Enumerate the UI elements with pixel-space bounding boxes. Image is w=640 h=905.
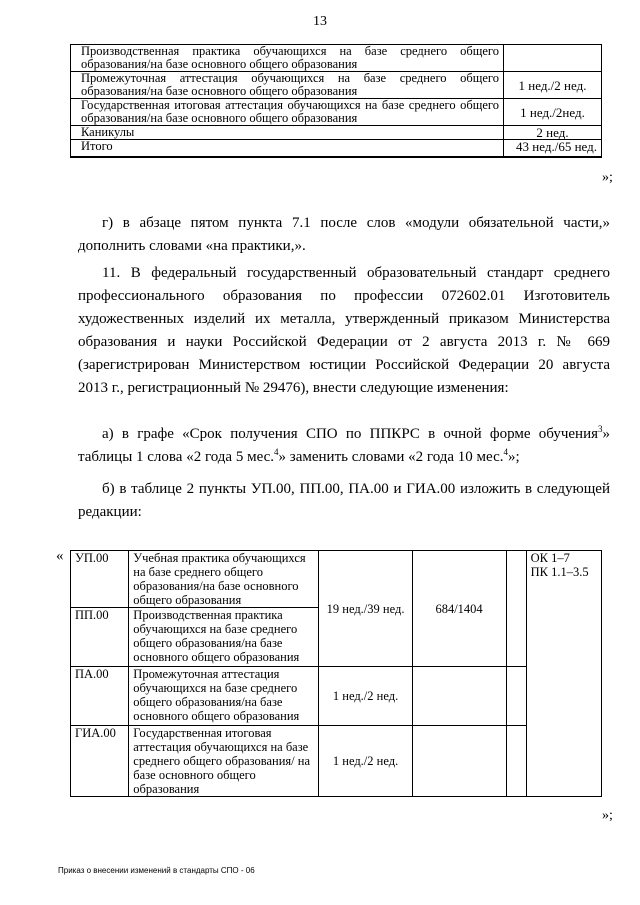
row-code: ГИА.00 <box>71 726 129 797</box>
weeks-cell: 1 нед./2 нед. <box>319 726 412 797</box>
paragraph-b: б) в таблице 2 пункты УП.00, ПП.00, ПА.00 и ГИА.00 изложить в следующей редакции: <box>78 481 610 520</box>
opening-quote: « <box>56 548 64 564</box>
row-value <box>504 45 602 72</box>
text-fragment: » таблицы 1 слова «2 года 5 мес. <box>78 426 610 465</box>
table-row <box>71 726 602 797</box>
footnote-ref: 4 <box>274 447 279 457</box>
curriculum-table <box>70 550 602 797</box>
paragraph-11: 11. В федеральный государственный образовательный стандарт среднего профессионального образования по профессии 072602.01 Изготовитель художественных изделий их металла, утвержденный приказом Министерства образования и науки Российской Федерации от 2 августа 2013 г. № 669 (зарегистрирован Министерством юстиции Российской Федерации 20 августа 2013 г., регистрационный № 29476), внести следующие изменения: <box>78 265 610 396</box>
competency-line: ОК 1–7 <box>530 551 570 565</box>
row-code: УП.00 <box>71 551 129 608</box>
closing-quote: »; <box>602 808 613 823</box>
row-value: 1 нед./2 нед. <box>504 72 602 99</box>
competency-line: ПК 1.1–3.5 <box>530 565 589 579</box>
empty-cell <box>506 667 526 726</box>
table-row <box>71 551 602 608</box>
hours-cell: 684/1404 <box>412 551 506 667</box>
page-number: 13 <box>313 14 327 29</box>
row-name: Каникулы <box>71 126 504 140</box>
row-name: Промежуточная аттестация обучающихся на базе среднего общего образования/на базе основного общего образования <box>129 667 319 726</box>
hours-cell <box>412 667 506 726</box>
paragraph-g: г) в абзаце пятом пункта 7.1 после слов «модули обязательной части,» дополнить словами «на практики,». <box>78 215 610 254</box>
row-name: Учебная практика обучающихся на базе среднего общего образования/на базе основного общего образования <box>129 551 319 608</box>
empty-cell <box>506 726 526 797</box>
text-fragment: а) в графе «Срок получения СПО по ППКРС в очной форме обучения <box>102 426 598 442</box>
hours-cell <box>412 726 506 797</box>
row-value: 2 нед. <box>504 126 602 140</box>
row-code: ПА.00 <box>71 667 129 726</box>
table-row <box>71 45 602 72</box>
table-row <box>71 72 602 99</box>
text-fragment: » заменить словами «2 года 10 мес. <box>278 449 504 465</box>
footnote-ref: 3 <box>598 424 603 434</box>
schedule-table <box>70 44 602 158</box>
row-name: Государственная итоговая аттестация обучающихся на базе среднего общего образования/ на базе основного общего образования <box>129 726 319 797</box>
row-name: Производственная практика обучающихся на базе среднего общего образования/на базе основного общего образования <box>129 608 319 667</box>
row-name: Государственная итоговая аттестация обучающихся на базе среднего общего образования/на базе основного общего образования <box>71 99 504 126</box>
table-row-total <box>71 140 602 158</box>
row-name: Итого <box>71 140 504 158</box>
paragraph-a <box>78 423 610 469</box>
row-name: Производственная практика обучающихся на базе среднего общего образования/на базе основного общего образования <box>71 45 504 72</box>
row-name: Промежуточная аттестация обучающихся на базе среднего общего образования/на базе основного общего образования <box>71 72 504 99</box>
empty-cell <box>506 551 526 667</box>
row-value: 43 нед./65 нед. <box>504 140 602 158</box>
row-code: ПП.00 <box>71 608 129 667</box>
table-row <box>71 126 602 140</box>
competencies-cell <box>526 551 601 797</box>
closing-quote: »; <box>602 170 613 185</box>
row-value: 1 нед./2нед. <box>504 99 602 126</box>
weeks-cell: 1 нед./2 нед. <box>319 667 412 726</box>
table-row <box>71 99 602 126</box>
table-row <box>71 667 602 726</box>
weeks-cell: 19 нед./39 нед. <box>319 551 412 667</box>
footnote-ref: 4 <box>503 447 508 457</box>
text-fragment: »; <box>508 449 520 465</box>
page-footer: Приказ о внесении изменений в стандарты СПО - 06 <box>58 866 255 875</box>
